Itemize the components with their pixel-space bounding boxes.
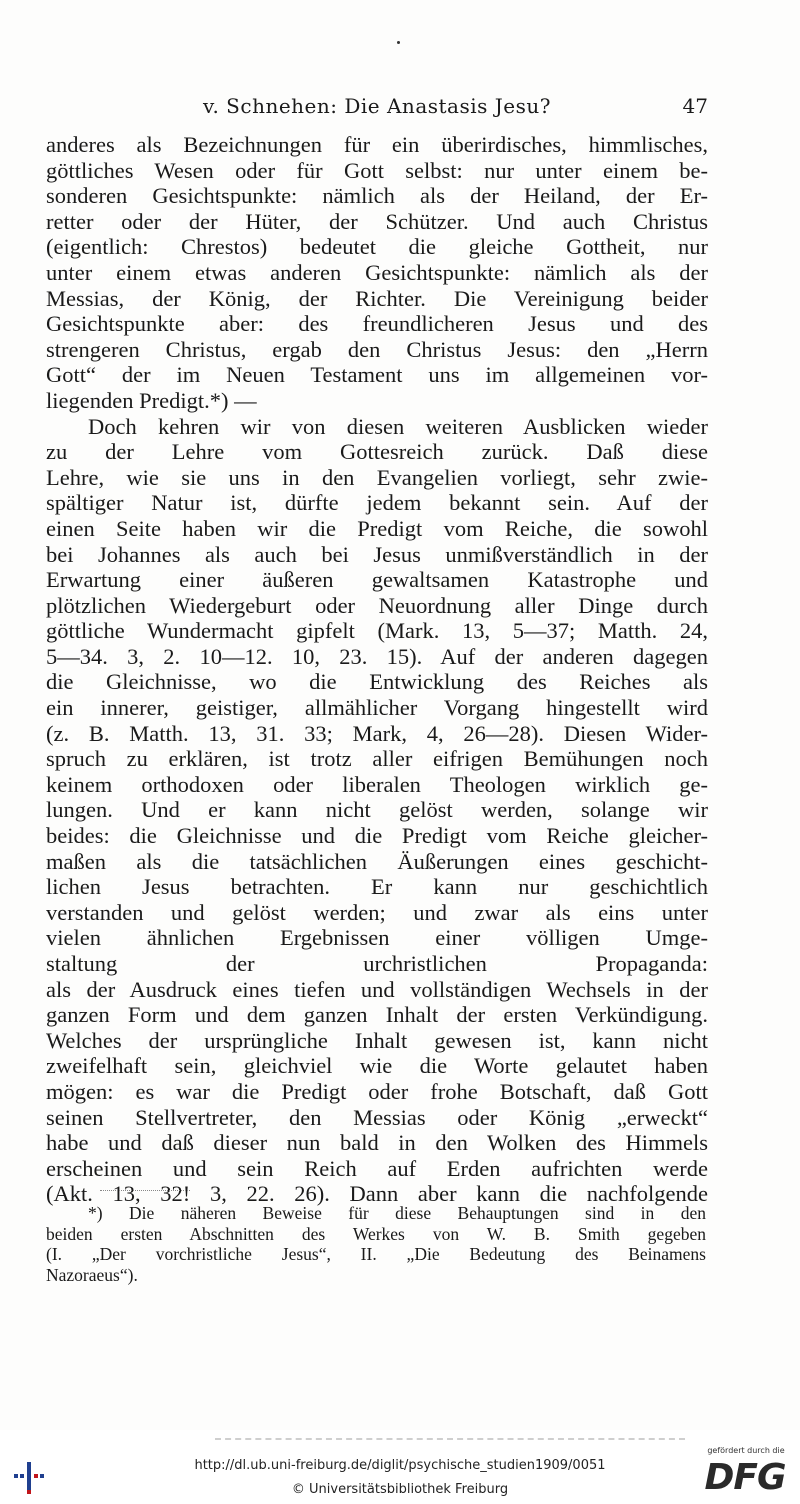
text-line: ganzen Form und dem ganzen Inhalt der ersten Verkündigung. xyxy=(46,1002,708,1028)
text-line: staltung der urchristlichen Propaganda: xyxy=(46,951,708,976)
text-line: Doch kehren wir von diesen weiteren Ausblicken wieder xyxy=(88,413,708,439)
text-line: Gott“ der im Neuen Testament uns im allgemeinen vor- xyxy=(46,362,708,388)
text-line: Gesichtspunkte aber: des freundlicheren Jesus und des xyxy=(46,311,708,337)
text-line: zweifelhaft sein, gleichviel wie die Worte gelautet haben xyxy=(46,1053,708,1079)
text-line: Lehre, wie sie uns in den Evangelien vorliegt, sehr zwie- xyxy=(46,464,708,490)
text-line: anderes als Bezeichnungen für ein überirdisches, himmlisches, xyxy=(46,132,708,157)
text-line: Welches der ursprüngliche Inhalt gewesen ist, kann nicht xyxy=(46,1027,708,1053)
text-line: (eigentlich: Chrestos) bedeutet die gleiche Gottheit, nur xyxy=(46,234,708,260)
permalink-link[interactable]: http://dl.ub.uni-freiburg.de/diglit/psychische_studien1909/0051 xyxy=(194,1458,606,1473)
text-line: maßen als die tatsächlichen Äußerungen eines geschicht- xyxy=(46,848,708,874)
running-title: v. Schnehen: Die Anastasis Jesu? xyxy=(203,94,551,118)
text-line: 5—34. 3, 2. 10—12. 10, 23. 15). Auf der anderen dagegen xyxy=(46,643,708,669)
text-line: unter einem etwas anderen Gesichtspunkte: nämlich als der xyxy=(46,259,708,285)
text-line: göttliche Wundermacht gipfelt (Mark. 13, 5—37; Matth. 24, xyxy=(46,618,708,644)
text-line: (Akt. 13, 32! 3, 22. 26). Dann aber kann die nachfolgende xyxy=(46,1181,708,1207)
text-line: Messias, der König, der Richter. Die Vereinigung beider xyxy=(46,285,708,311)
text-line: keinem orthodoxen oder liberalen Theologen wirklich ge- xyxy=(46,771,708,797)
text-line: spältiger Natur ist, dürfte jedem bekannt sein. Auf der xyxy=(46,490,708,516)
footnote xyxy=(46,1203,706,1285)
text-line: lichen Jesus betrachten. Er kann nur geschichtlich xyxy=(46,874,708,900)
text-line: vielen ähnlichen Ergebnissen einer völligen Umge- xyxy=(46,925,708,951)
text-line: beides: die Gleichnisse und die Predigt vom Reiche gleicher- xyxy=(46,823,708,849)
dfg-tagline: gefördert durch die xyxy=(707,1446,785,1455)
text-line: lungen. Und er kann nicht gelöst werden, solange wir xyxy=(46,797,708,823)
text-line: (z. B. Matth. 13, 31. 33; Mark, 4, 26—28). Diesen Wider- xyxy=(46,720,708,746)
body-text xyxy=(46,132,708,1207)
dfg-logo-icon: DFG xyxy=(704,1457,786,1498)
text-line: plötzlichen Wiedergeburt oder Neuordnung aller Dinge durch xyxy=(46,592,708,618)
running-head xyxy=(46,94,708,124)
footnote-line: (I. „Der vorchristliche Jesus“, II. „Die Bedeutung des Beinamens xyxy=(46,1244,706,1264)
text-line: erscheinen und sein Reich auf Erden aufrichten werde xyxy=(46,1155,708,1181)
text-line: bei Johannes als auch bei Jesus unmißverständlich in der xyxy=(46,541,708,567)
text-line: sonderen Gesichtspunkte: nämlich als der Heiland, der Er- xyxy=(46,183,708,209)
text-line: einen Seite haben wir die Predigt vom Reiche, die sowohl xyxy=(46,515,708,541)
scan-mark xyxy=(397,41,400,44)
copyright-notice: © Universitätsbibliothek Freiburg xyxy=(291,1482,509,1497)
footnote-separator xyxy=(100,1190,190,1191)
footnote-line: Nazoraeus“). xyxy=(46,1264,138,1285)
text-line: verstanden und gelöst werden; und zwar als eins unter xyxy=(46,899,708,925)
text-line: liegenden Predigt.*) — xyxy=(46,387,257,413)
footnote-line: beiden ersten Abschnitten des Werkes von W. B. Smith gegeben xyxy=(46,1223,706,1244)
text-line: ein innerer, geistiger, allmählicher Vorgang hingestellt wird xyxy=(46,695,708,721)
text-line: die Gleichnisse, wo die Entwicklung des Reiches als xyxy=(46,669,708,695)
text-line: retter oder der Hüter, der Schützer. Und auch Christus xyxy=(46,208,708,234)
text-line: spruch zu erklären, ist trotz aller eifrigen Bemühungen noch xyxy=(46,746,708,772)
page-number: 47 xyxy=(682,94,708,118)
footnote-line: *) Die näheren Beweise für diese Behauptungen sind in den xyxy=(88,1203,706,1223)
text-line: göttliches Wesen oder für Gott selbst: nur unter einem be- xyxy=(46,157,708,183)
text-line: mögen: es war die Predigt oder frohe Botschaft, daß Gott xyxy=(46,1078,708,1104)
text-line: seinen Stellvertreter, den Messias oder König „erweckt“ xyxy=(46,1104,708,1130)
text-line: Erwartung einer äußeren gewaltsamen Katastrophe und xyxy=(46,567,708,593)
text-line: als der Ausdruck eines tiefen und vollständigen Wechsels in der xyxy=(46,976,708,1002)
text-line: zu der Lehre vom Gottesreich zurück. Daß diese xyxy=(46,439,708,465)
text-line: habe und daß dieser nun bald in den Wolken des Himmels xyxy=(46,1130,708,1156)
viewer-footer xyxy=(0,1440,800,1504)
text-line: strengeren Christus, ergab den Christus Jesus: den „Herrn xyxy=(46,336,708,362)
